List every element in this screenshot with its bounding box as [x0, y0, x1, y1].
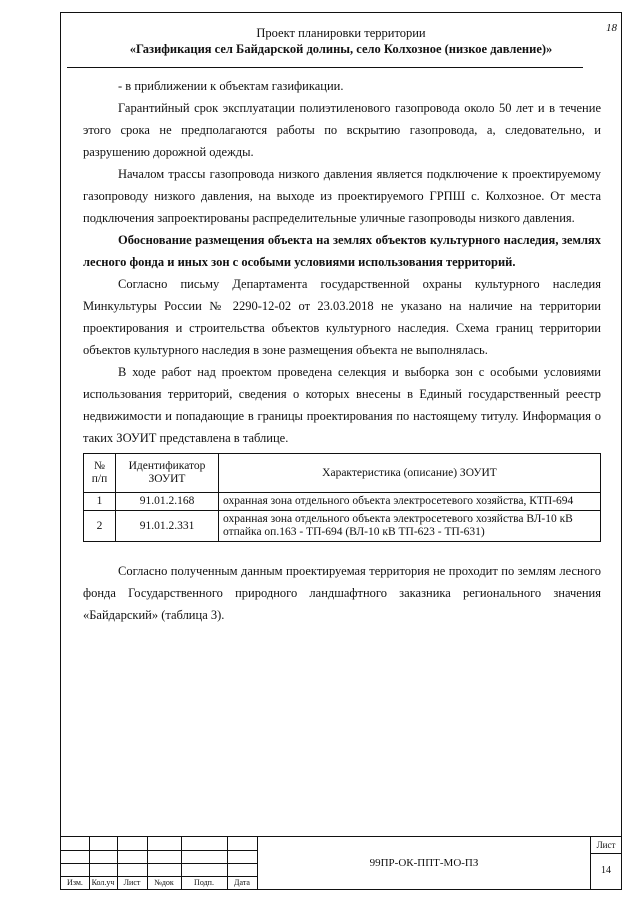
- paragraph: В ходе работ над проектом проведена селекция и выборка зон с особыми условиями использования территорий, сведения о которых внесены в Единый государственный реестр недвижимости и попадающие в границы проектирования по настоящему титулу. Информация о таких ЗОУИТ представлена в таблице.: [83, 365, 601, 445]
- table-header-cell: Идентификатор ЗОУИТ: [116, 454, 219, 493]
- paragraph: Согласно полученным данным проектируемая территория не проходит по землям лесного фонда Государственного природного ландшафтного заказника регионального значения «Байдарский» (таблица 3).: [83, 564, 601, 622]
- page-number: 18: [606, 22, 617, 34]
- paragraph: Согласно письму Департамента государственной охраны культурного наследия Минкультуры России № 2290-12-02 от 23.03.2018 не указано на наличие на территории проектирования и строительства объектов культурного наследия. Схема границ территории объектов культурного наследия в зоне размещения объекта не выполнялась.: [83, 277, 601, 357]
- document-code: 99ПР-ОК-ППТ-МО-ПЗ: [257, 837, 591, 889]
- sheet-label: Лист: [591, 837, 621, 854]
- section-heading: Обоснование размещения объекта на землях объектов культурного наследия, землях лесного фонда и иных зон с особыми условиями использования территорий.: [83, 233, 601, 269]
- document-frame: [60, 12, 622, 890]
- table-cell: охранная зона отдельного объекта электросетевого хозяйства ВЛ-10 кВ отпайка оп.163 - ТП-694 (ВЛ-10 кВ ТП-623 - ТП-631): [219, 511, 601, 542]
- table-cell: 91.01.2.168: [116, 493, 219, 511]
- page-header: [61, 25, 621, 57]
- table-cell: 2: [84, 511, 116, 542]
- revision-labels: [61, 876, 257, 889]
- sheet-cell: [591, 837, 621, 889]
- table-header-cell: № п/п: [84, 454, 116, 493]
- stamp-label: №док: [154, 878, 174, 887]
- stamp-label: Лист: [123, 878, 141, 887]
- stamp-label: Дата: [234, 878, 250, 887]
- table-row: [84, 511, 601, 542]
- paragraph: Началом трассы газопровода низкого давления является подключение к проектируемому газопроводу низкого давления, на выходе из проектируемого ГРПШ с. Колхозное. От места подключения запроектированы распределительные уличные газопроводы низкого давления.: [83, 167, 601, 225]
- header-title-line1: Проект планировки территории: [256, 26, 426, 40]
- zouit-table: [83, 453, 601, 542]
- header-rule: [67, 67, 583, 68]
- table-header-row: [84, 454, 601, 493]
- paragraph: - в приближении к объектам газификации.: [118, 79, 344, 93]
- table-cell: охранная зона отдельного объекта электросетевого хозяйства, КТП-694: [219, 493, 601, 511]
- table-cell: 1: [84, 493, 116, 511]
- table-row: [84, 493, 601, 511]
- stamp-label: Подп.: [194, 878, 214, 887]
- stamp-label: Кол.уч: [91, 878, 115, 887]
- stamp-label: Изм.: [67, 878, 83, 887]
- sheet-number: 14: [601, 865, 611, 876]
- table-cell: 91.01.2.331: [116, 511, 219, 542]
- paragraph: Гарантийный срок эксплуатации полиэтиленового газопровода около 50 лет и в течение этого срока не предполагаются работы по вскрытию газопровода, а, следовательно, и разрушению дорожной одежды.: [83, 101, 601, 159]
- header-title-line2: «Газификация сел Байдарской долины, село Колхозное (низкое давление)»: [129, 42, 553, 56]
- table-header-cell: Характеристика (описание) ЗОУИТ: [219, 454, 601, 493]
- title-block: [61, 836, 621, 889]
- page-content: [83, 75, 601, 626]
